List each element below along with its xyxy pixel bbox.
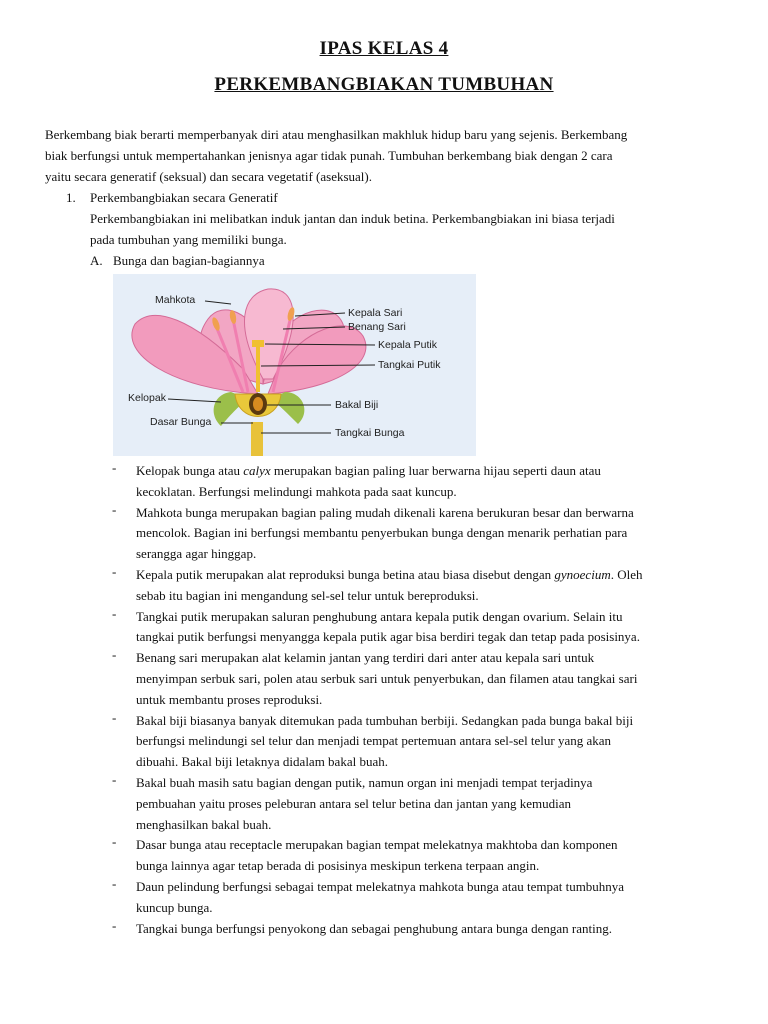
bullet-text-line: Kepala putik merupakan alat reproduksi bunga betina atau biasa disebut dengan gynoecium. Oleh bbox=[136, 567, 643, 582]
bullet-marker: - bbox=[112, 876, 117, 891]
sub-heading: Bunga dan bagian-bagiannya bbox=[113, 253, 265, 268]
bullet-text-line: serangga agar hinggap. bbox=[136, 546, 257, 562]
bullet-text-line: Daun pelindung berfungsi sebagai tempat melekatnya mahkota bunga atau tempat tumbuhnya bbox=[136, 879, 625, 894]
sub-letter: A. bbox=[90, 253, 103, 268]
label-tangkai-bunga: Tangkai Bunga bbox=[335, 427, 405, 439]
bullet-text-line: menghasilkan bakal buah. bbox=[136, 816, 272, 832]
bullet-text-line: dibuahi. Bakal biji letaknya didalam bakal buah. bbox=[136, 754, 388, 770]
label-tangkai-putik: Tangkai Putik bbox=[378, 359, 441, 371]
bullet-marker: - bbox=[112, 834, 117, 850]
bullet-text-line: mencolok. Bagian ini berfungsi membantu penyerbukan bunga dengan menarik perhatian para bbox=[136, 525, 628, 541]
bullet-text-line: Kelopak bunga atau calyx merupakan bagian paling luar berwarna hijau seperti daun atau bbox=[136, 463, 601, 478]
label-kepala-sari: Kepala Sari bbox=[348, 307, 403, 319]
section-text-2: pada tumbuhan yang memiliki bunga. bbox=[90, 232, 287, 247]
intro-line-3: yaitu secara generatif (seksual) dan secara vegetatif (aseksual). bbox=[45, 169, 372, 184]
bullet-marker: - bbox=[112, 501, 117, 517]
intro-line-2: biak berfungsi untuk mempertahankan jenisnya agar tidak punah. Tumbuhan berkembang biak dengan 2 cara bbox=[45, 148, 613, 163]
bullet-text-line: kuncup bunga. bbox=[136, 899, 213, 915]
bullet-text-line: Dasar bunga atau receptacle merupakan bagian tempat melekatnya makhtoba dan komponen bbox=[136, 837, 618, 853]
bullet-marker: - bbox=[112, 647, 117, 663]
bullet-text-line: Benang sari merupakan alat kelamin jantan yang terdiri dari anter atau kepala sari untuk bbox=[136, 650, 595, 666]
bullet-text-line: untuk membantu proses reproduksi. bbox=[136, 691, 323, 707]
bullet-text-line: menyimpan serbuk sari, polen atau serbuk sari untuk penyerbukan, dan filamen atau tangkai sari bbox=[136, 671, 638, 686]
bullet-marker: - bbox=[112, 772, 117, 787]
label-kelopak: Kelopak bbox=[128, 392, 166, 404]
section-text-1: Perkembangbiakan ini melibatkan induk jantan dan induk betina. Perkembangbiakan ini biasa terjadi bbox=[90, 211, 615, 226]
bullet-text-line: kecoklatan. Berfungsi melindungi mahkota pada saat kuncup. bbox=[136, 483, 457, 499]
bullet-text-line: sebab itu bagian ini mengandung sel-sel telur untuk bereproduksi. bbox=[136, 587, 479, 603]
section-heading: Perkembangbiakan secara Generatif bbox=[90, 190, 278, 205]
section-number: 1. bbox=[66, 190, 76, 205]
bullet-marker: - bbox=[112, 460, 117, 475]
bullet-text-line: Mahkota bunga merupakan bagian paling mudah dikenali karena berukuran besar dan berwarna bbox=[136, 504, 634, 520]
label-kepala-putik: Kepala Putik bbox=[378, 339, 437, 351]
bullet-text-line: bunga lainnya agar tetap berada di posisinya meskipun terkena terpaan angin. bbox=[136, 858, 540, 874]
label-dasar-bunga: Dasar Bunga bbox=[150, 416, 212, 428]
label-bakal-biji: Bakal Biji bbox=[335, 399, 379, 411]
label-benang-sari: Benang Sari bbox=[348, 321, 406, 333]
intro-line-1: Berkembang biak berarti memperbanyak diri atau menghasilkan makhluk hidup baru yang sejenis. Berkembang bbox=[45, 127, 628, 142]
bullet-marker: - bbox=[112, 605, 117, 621]
bullet-text-line: tangkai putik berfungsi menyangga kepala putik agar bisa berdiri tegak dan tetap pada posisinya. bbox=[136, 629, 640, 645]
bullet-text-line: Bakal biji biasanya banyak ditemukan pada tumbuhan berbiji. Sedangkan pada bunga bakal biji bbox=[136, 712, 634, 728]
page-title: IPAS KELAS 4 bbox=[319, 38, 449, 59]
bullet-marker: - bbox=[112, 917, 117, 933]
page-subtitle: PERKEMBANGBIAKAN TUMBUHAN bbox=[214, 74, 554, 95]
bullet-text-line: Bakal buah masih satu bagian dengan putik, namun organ ini menjadi tempat terjadinya bbox=[136, 775, 593, 790]
label-mahkota: Mahkota bbox=[155, 294, 196, 306]
bullet-marker: - bbox=[112, 709, 117, 725]
bullet-text-line: Tangkai bunga berfungsi penyokong dan sebagai penghubung antara bunga dengan ranting. bbox=[136, 920, 612, 936]
bullet-marker: - bbox=[112, 564, 117, 579]
bullet-text-line: Tangkai putik merupakan saluran penghubung antara kepala putik dengan ovarium. Selain itu bbox=[136, 608, 623, 624]
flower-diagram bbox=[113, 274, 476, 456]
bullet-text-line: berfungsi melindungi sel telur dan menjadi tempat pertemuan antara sel-sel telur yang akan bbox=[136, 733, 612, 749]
bullet-text-line: pembuahan yaitu proses peleburan antara sel telur betina dan jantan yang kemudian bbox=[136, 795, 571, 811]
